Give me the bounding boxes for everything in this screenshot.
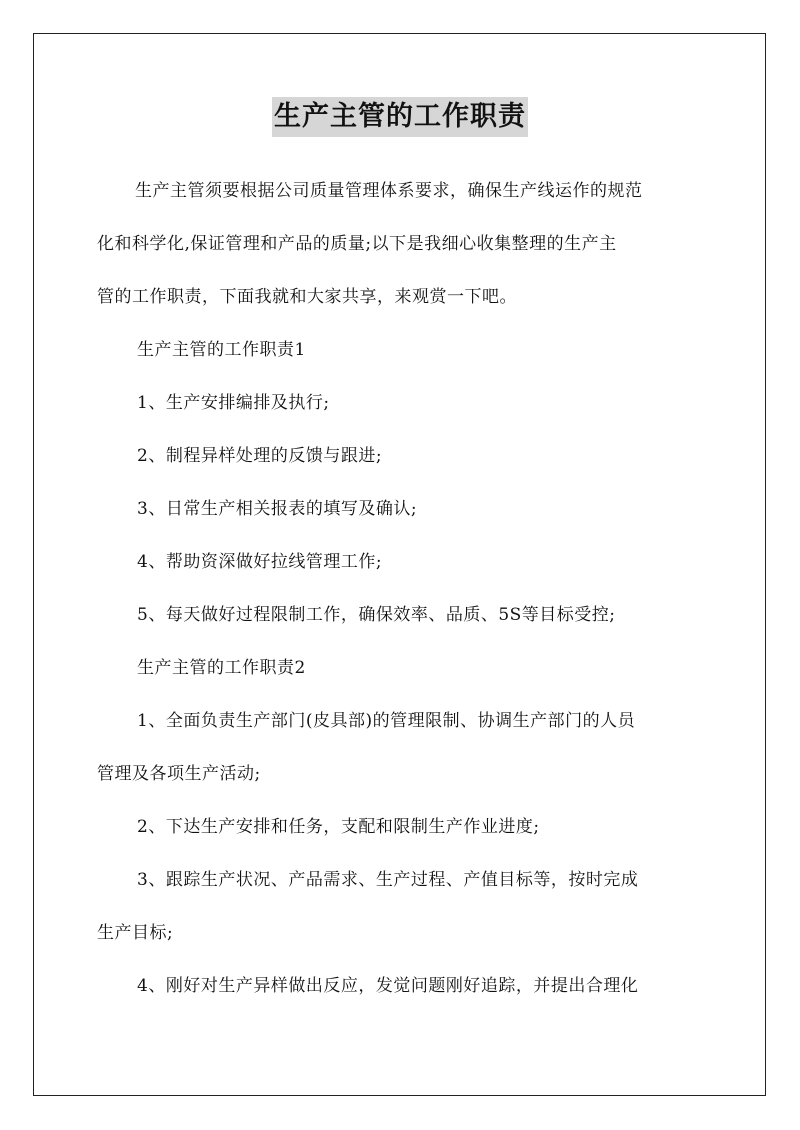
title-container bbox=[0, 97, 800, 137]
section-1-heading: 生产主管的工作职责1 bbox=[137, 340, 306, 360]
section-2-item-2: 2、下达生产安排和任务，支配和限制生产作业进度; bbox=[137, 817, 540, 837]
section-2-heading: 生产主管的工作职责2 bbox=[137, 658, 306, 678]
section-2-item-1-line-2: 管理及各项生产活动; bbox=[97, 764, 261, 784]
intro-line-2: 化和科学化,保证管理和产品的质量;以下是我细心收集整理的生产主 bbox=[97, 234, 617, 254]
section-2-item-4-line-1: 4、刚好对生产异样做出反应，发觉问题刚好追踪，并提出合理化 bbox=[137, 976, 639, 996]
section-1-item-5: 5、每天做好过程限制工作，确保效率、品质、5S等目标受控; bbox=[137, 605, 616, 625]
section-1-item-3: 3、日常生产相关报表的填写及确认; bbox=[137, 499, 418, 519]
document-title: 生产主管的工作职责 bbox=[272, 97, 528, 137]
section-1-item-4: 4、帮助资深做好拉线管理工作; bbox=[137, 552, 383, 572]
section-2-item-1-line-1: 1、全面负责生产部门(皮具部)的管理限制、协调生产部门的人员 bbox=[137, 711, 636, 731]
section-2-item-3-line-1: 3、跟踪生产状况、产品需求、生产过程、产值目标等，按时完成 bbox=[137, 870, 639, 890]
document-body bbox=[97, 165, 703, 1013]
intro-line-1: 生产主管须要根据公司质量管理体系要求，确保生产线运作的规范 bbox=[135, 181, 643, 201]
section-1-item-1: 1、生产安排编排及执行; bbox=[137, 393, 330, 413]
section-1-item-2: 2、制程异样处理的反馈与跟进; bbox=[137, 446, 383, 466]
section-2-item-3-line-2: 生产目标; bbox=[97, 923, 174, 943]
intro-line-3: 管的工作职责，下面我就和大家共享，来观赏一下吧。 bbox=[97, 287, 517, 307]
